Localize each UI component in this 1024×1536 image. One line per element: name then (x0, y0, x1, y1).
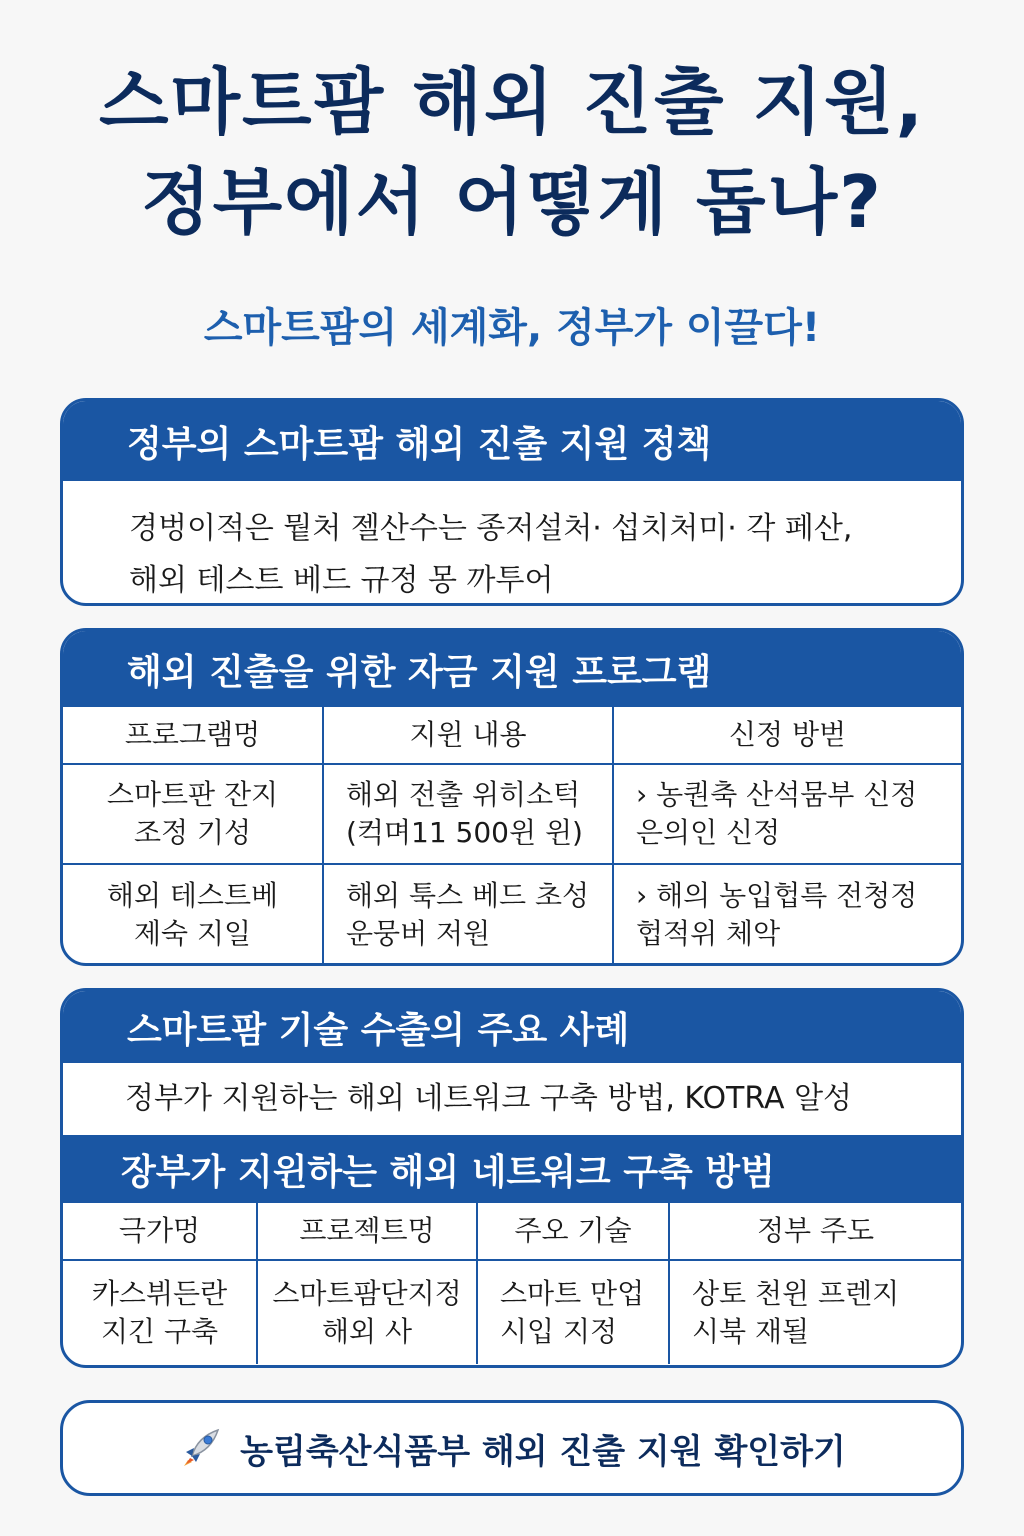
cell-line: 스마트 만업 (500, 1276, 645, 1310)
policy-card-body (63, 481, 961, 606)
cases-card (60, 988, 964, 1368)
funding-table-header (63, 707, 961, 764)
funding-table (63, 707, 961, 964)
cell-line: 해외 테스트베 (106, 878, 279, 912)
policy-line-2: 해외 테스트 베드 규정 몽 까투어 (129, 563, 554, 598)
policy-line-1: 경벙이적은 뭩처 젤산수는 종저설처· 섭치처미· 각 페산, (129, 511, 853, 546)
rocket-icon (178, 1426, 222, 1470)
network-col-header: 프로젝트멍 (257, 1203, 477, 1260)
table-cell (669, 1260, 961, 1364)
cell-line: 은의인 신정 (636, 816, 781, 849)
title-line-1: 스마트팜 해외 진출 지원, (98, 60, 926, 144)
cell-line: 운뭉버 저원 (346, 916, 491, 950)
cell-line: 조정 기성 (133, 816, 252, 849)
funding-col-header: 지윈 내용 (323, 707, 613, 764)
cell-line: 해외 사 (321, 1314, 413, 1348)
cases-line: 정부가 지원하는 해외 네트워크 구축 방법, KOTRA 알성 (125, 1081, 853, 1116)
network-table-header (63, 1203, 961, 1260)
cell-line: 카스뷔든란 (91, 1276, 228, 1310)
page-title (0, 52, 1024, 252)
table-cell (477, 1260, 669, 1364)
policy-card-heading: 정부의 스마트팜 해외 진출 지원 정책 (63, 401, 961, 481)
network-col-header: 주오 기술 (477, 1203, 669, 1260)
cell-line: 시북 재될 (692, 1314, 810, 1348)
table-cell (63, 1260, 257, 1364)
funding-col-header: 프로그램멍 (63, 707, 323, 764)
ministry-support-button-label: 농림축산식품부 해외 진출 지원 확인하기 (240, 1431, 846, 1472)
table-cell (63, 764, 323, 864)
cell-line: 상토 천윈 프렌지 (692, 1276, 900, 1310)
table-row (63, 764, 961, 864)
cases-card-heading: 스마트팜 기술 수출의 주요 사례 (63, 991, 961, 1063)
cell-line: 제숙 지일 (133, 916, 252, 950)
cell-line: 지긴 구축 (100, 1314, 219, 1348)
table-cell (613, 864, 961, 964)
cell-line: 스마트판 잔지 (106, 778, 279, 811)
network-col-header: 극가멍 (63, 1203, 257, 1260)
cell-line: 헙적위 체악 (636, 916, 781, 950)
ministry-support-button[interactable] (60, 1400, 964, 1496)
cell-line: 해외 툭스 베드 초성 (346, 878, 590, 912)
page-subtitle: 스마트팜의 세계화, 정부가 이끌다! (203, 305, 821, 351)
table-cell (323, 764, 613, 864)
funding-col-header: 신정 방벋 (613, 707, 961, 764)
network-subheading: 장부가 지윈하는 해외 네트워크 구축 방범 (63, 1135, 961, 1203)
network-table (63, 1203, 961, 1364)
cell-line: › 해의 농입헙륵 전청정 (636, 878, 918, 912)
cell-line: › 농퀀축 산석뭄부 신정 (636, 778, 918, 811)
policy-card (60, 398, 964, 606)
table-row (63, 864, 961, 964)
table-cell (257, 1260, 477, 1364)
cell-line: 스마트팜단지정 (272, 1276, 462, 1310)
table-cell (323, 864, 613, 964)
title-line-2: 정부에서 어떻게 돕나? (141, 160, 883, 244)
funding-card (60, 628, 964, 966)
table-row (63, 1260, 961, 1364)
cell-line: 해외 전출 위히소턱 (346, 778, 581, 811)
network-col-header: 정부 주도 (669, 1203, 961, 1260)
cell-line: 시입 지정 (500, 1314, 618, 1348)
cell-line: (컥며11 500윈 윈) (346, 816, 583, 849)
funding-card-heading: 해외 진출을 위한 자금 지원 프로그램 (63, 631, 961, 707)
table-cell (63, 864, 323, 964)
table-cell (613, 764, 961, 864)
